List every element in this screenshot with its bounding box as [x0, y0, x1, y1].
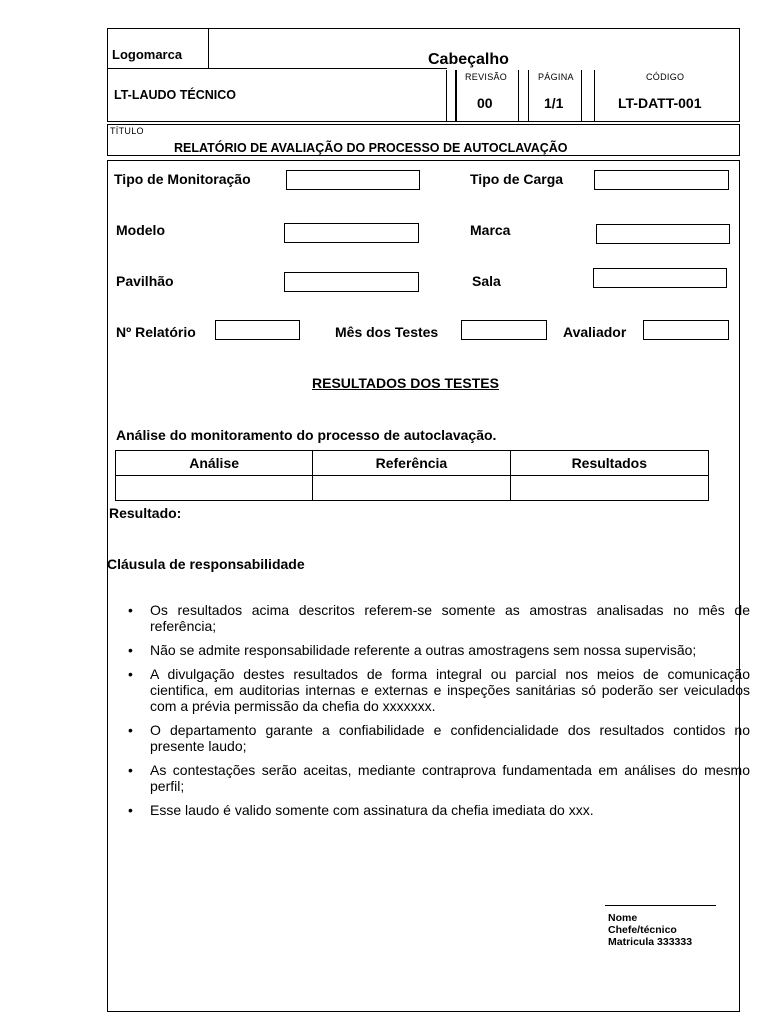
- document-title: RELATÓRIO DE AVALIAÇÃO DO PROCESSO DE AUTOCLAVAÇÃO: [174, 141, 568, 155]
- tipo-monitoracao-label: Tipo de Monitoração: [114, 171, 251, 187]
- revision-value: 00: [477, 95, 493, 111]
- list-item: [128, 762, 750, 794]
- clause-text: Esse laudo é valido somente com assinatura da chefia imediata do xxx.: [150, 802, 594, 818]
- avaliador-label: Avaliador: [563, 324, 627, 340]
- avaliador-field[interactable]: [643, 320, 729, 340]
- clauses-heading: Cláusula de responsabilidade: [107, 556, 305, 572]
- clause-text: As contestações serão aceitas, mediante contraprova fundamentada em análises do mesmo perfil;: [150, 762, 750, 794]
- list-item: [128, 722, 750, 754]
- results-table-header: [116, 451, 709, 476]
- pavilhao-field[interactable]: [284, 272, 419, 292]
- bullet-icon: •: [128, 722, 133, 738]
- result-label: Resultado:: [109, 505, 182, 521]
- marca-field[interactable]: [596, 224, 730, 244]
- bullet-icon: •: [128, 762, 133, 778]
- logo-label: Logomarca: [112, 47, 183, 62]
- bullet-icon: •: [128, 642, 133, 658]
- logo-divider: [208, 28, 209, 68]
- signature-name: Nome: [608, 912, 638, 924]
- bullet-icon: •: [128, 602, 133, 618]
- revision-label: REVISÃO: [465, 72, 508, 82]
- revision-cell: [446, 70, 456, 122]
- sala-field[interactable]: [593, 268, 727, 288]
- header-heading: Cabeçalho: [428, 51, 509, 68]
- list-item: [128, 602, 750, 634]
- column-header-referencia: Referência: [313, 451, 510, 476]
- doc-type: LT-LAUDO TÉCNICO: [114, 88, 236, 102]
- num-relatorio-field[interactable]: [215, 320, 300, 340]
- table-cell-analise[interactable]: [116, 476, 313, 501]
- modelo-label: Modelo: [116, 222, 165, 238]
- signature-role: Chefe/técnico: [608, 924, 677, 936]
- table-cell-referencia[interactable]: [313, 476, 510, 501]
- marca-label: Marca: [470, 222, 511, 238]
- mes-testes-field[interactable]: [461, 320, 547, 340]
- results-section-title: RESULTADOS DOS TESTES: [312, 375, 499, 391]
- tipo-carga-field[interactable]: [594, 170, 729, 190]
- clauses-list: [128, 602, 750, 826]
- signature-line: [605, 905, 716, 906]
- list-item: [128, 642, 750, 658]
- pavilhao-label: Pavilhão: [116, 273, 174, 289]
- num-relatorio-label: Nº Relatório: [116, 324, 196, 340]
- clause-text: O departamento garante a confiabilidade e confidencialidade dos resultados contidos no presente laudo;: [150, 722, 750, 754]
- list-item: [128, 802, 750, 818]
- mes-testes-label: Mês dos Testes: [335, 324, 439, 340]
- signature-block: [608, 912, 692, 948]
- results-table: [115, 450, 709, 501]
- bullet-icon: •: [128, 802, 133, 818]
- header-divider: [107, 68, 447, 69]
- modelo-field[interactable]: [284, 223, 419, 243]
- title-label: TÍTULO: [110, 126, 144, 136]
- tipo-monitoracao-field[interactable]: [286, 170, 420, 190]
- code-value: LT-DATT-001: [618, 95, 702, 111]
- code-label: CÓDIGO: [646, 72, 685, 82]
- table-cell-resultados[interactable]: [510, 476, 708, 501]
- sala-label: Sala: [472, 273, 501, 289]
- signature-id: Matricula 333333: [608, 936, 693, 948]
- page-label: PÁGINA: [538, 72, 574, 82]
- clause-text: Não se admite responsabilidade referente a outras amostragens sem nossa supervisão;: [150, 642, 697, 658]
- analysis-heading: Análise do monitoramento do processo de autoclavação.: [116, 427, 497, 443]
- bullet-icon: •: [128, 666, 133, 682]
- table-row: [116, 476, 709, 501]
- column-header-resultados: Resultados: [510, 451, 708, 476]
- list-item: [128, 666, 750, 714]
- column-header-analise: Análise: [116, 451, 313, 476]
- clause-text: A divulgação destes resultados de forma integral ou parcial nos meios de comunicação cientifica, em auditorias internas e externas e inspeções sanitárias só poderão ser veiculados com a prévia permissão da chefia do xxxxxxx.: [150, 666, 750, 714]
- page-value: 1/1: [544, 95, 564, 111]
- clause-text: Os resultados acima descritos referem-se somente as amostras analisadas no mês de referência;: [150, 602, 750, 634]
- tipo-carga-label: Tipo de Carga: [470, 171, 564, 187]
